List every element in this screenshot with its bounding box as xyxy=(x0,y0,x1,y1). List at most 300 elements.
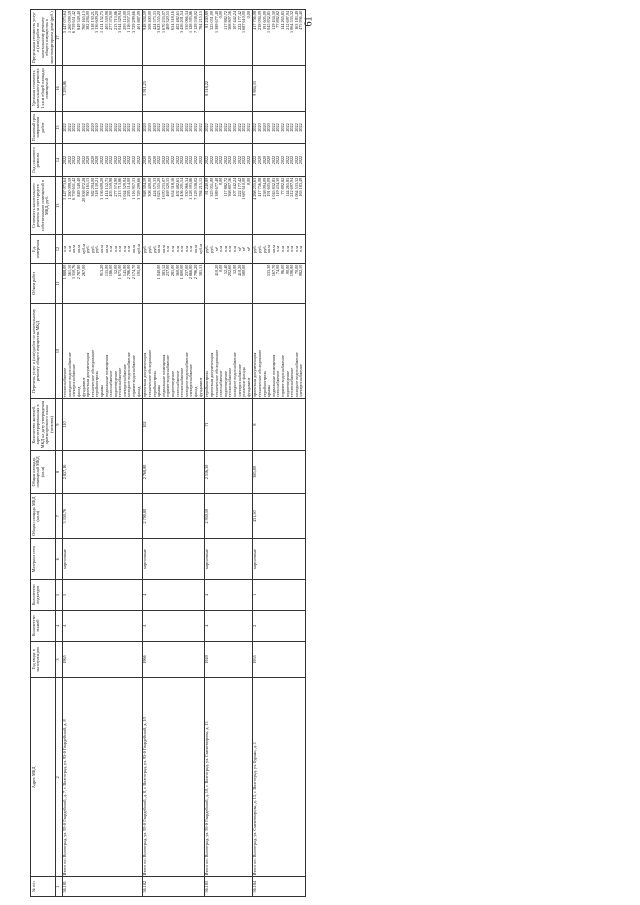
row-max-cost-item: 1 260 099,59 xyxy=(66,11,72,33)
row-material: кирпичные xyxy=(204,539,252,579)
row-volume-item: 2 787,80 xyxy=(75,264,81,280)
row-works-item: техническое обследование xyxy=(89,349,95,398)
row-max-cost-item: 238 094,09 xyxy=(257,11,263,30)
row-unit-item: куб.м xyxy=(80,244,86,254)
row-works-item: электроснабжение xyxy=(71,364,77,398)
row-works-item: теплоснабжение xyxy=(289,367,295,398)
row-cost-item: 295 114,00 xyxy=(126,177,132,197)
row-cost-item: 469 320,55 xyxy=(165,177,171,197)
column-number: 15 xyxy=(55,111,62,144)
column-number: 12 xyxy=(55,235,62,263)
row-max-cost-item: 3 623 555,20 xyxy=(156,11,162,33)
row-max-cost-item: 417 756,08 xyxy=(252,11,258,30)
row-unit-item: кв.м xyxy=(103,245,109,253)
row-cost-item: 402 482,65 xyxy=(174,177,180,197)
row-volume-item: 237,00 xyxy=(165,264,171,277)
row-completion-item: 2022 xyxy=(160,123,166,132)
row-plan-year-item: 2022 xyxy=(135,155,141,165)
row-completion-item: 2022 xyxy=(245,123,251,132)
row-plan-year-item: 2020 xyxy=(266,155,272,165)
row-cost xyxy=(252,176,305,235)
row-plan-year-item: 2020 xyxy=(261,155,267,165)
row-cost-item: 77 892,82 xyxy=(280,177,286,195)
column-number: 9 xyxy=(55,399,62,451)
row-plan-year-item: 2022 xyxy=(108,155,114,165)
row-plan-year-item: 2022 xyxy=(62,155,68,165)
row-completion-item: 2022 xyxy=(236,123,242,132)
row-max-cost-item: 1 670 233,07 xyxy=(160,11,166,33)
row-cost xyxy=(204,176,252,235)
row-works-item: горячее водоснабжение xyxy=(165,355,171,398)
row-cost-item: 760 165,13 xyxy=(85,177,91,197)
row-volume-item: 90,00 xyxy=(284,264,290,275)
row-plan-year-item: 2022 xyxy=(280,155,286,165)
row-plan-year-item: 2022 xyxy=(66,155,72,165)
column-number: 2 xyxy=(55,678,62,877)
row-unit-item: кв.м xyxy=(71,245,77,253)
row-volume-item: 2 796,20 xyxy=(192,264,198,280)
row-completion-item: 2022 xyxy=(62,123,68,132)
row-works-item: подвальные помещения xyxy=(160,354,166,398)
row-completion-item: 2022 xyxy=(135,123,141,132)
row-max-cost-item: 6 759 651,42 xyxy=(71,11,77,33)
row-volume-item: 2 174,70 xyxy=(131,264,137,280)
row-completion-item: 2022 xyxy=(222,123,228,132)
row-works-item: газоснабжение xyxy=(108,370,114,398)
row-unit-item: п.м xyxy=(62,246,68,252)
row-completion-item: 2022 xyxy=(197,123,203,132)
row-plan-year-item: 2022 xyxy=(208,155,214,165)
row-volume-item: 2 786,00 xyxy=(126,264,132,280)
row-works-item: водоотведение xyxy=(112,370,118,398)
column-number: 11 xyxy=(55,263,62,303)
row-completion-item: 2022 xyxy=(165,123,171,132)
row-works-item: газоснабжение xyxy=(174,370,180,398)
header-specific-cost: Удельная стоимость капитального ремонта 1 кв.м общей площади помещений xyxy=(31,66,56,112)
row-cost-item: 634 318,16 xyxy=(170,177,175,197)
column-number: 13 xyxy=(55,176,62,235)
row-completion-item: 2022 xyxy=(75,123,81,132)
row-volume-item: 52,00 xyxy=(231,264,237,275)
row-volume-item: 1 800,00 xyxy=(179,264,185,280)
row-cost-item: 330 066,34 xyxy=(183,177,189,197)
row-unit xyxy=(204,235,252,263)
row-works-item: газоснабжение xyxy=(218,370,224,398)
row-volume-item xyxy=(247,265,252,302)
row-works-item: холодное водоснабжение xyxy=(126,352,132,398)
row-max-cost-item: 1 128 593,86 xyxy=(188,11,194,33)
row-cost-item: 1 670 233,07 xyxy=(160,177,166,200)
row-cost-item: 325 051,00 xyxy=(208,177,214,197)
row-cost-item: 3 623 555,20 xyxy=(156,177,162,200)
row-volume-item: 281,00 xyxy=(170,264,175,277)
row-max-cost xyxy=(62,10,142,66)
row-works-item: холодное водоснабжение xyxy=(66,352,72,398)
row-material: кирпичные xyxy=(62,539,142,579)
table-body xyxy=(62,10,305,897)
row-volume-item: 913,20 xyxy=(98,264,104,277)
header-floors: Количество этажей xyxy=(31,610,56,641)
row-plan-year-item: 2022 xyxy=(245,155,251,165)
row-cost-item: 0,00 xyxy=(245,177,251,186)
row-residents: 71 xyxy=(204,399,252,451)
row-max-cost-item: 469 320,55 xyxy=(165,11,171,30)
row-cost-item: 382 294,00 xyxy=(89,177,95,197)
row-volume-item: 580,00 xyxy=(241,264,247,277)
row-max-cost-item: 1 045 832,85 xyxy=(266,11,272,33)
row-works-item: горячее водоснабжение xyxy=(280,355,286,398)
row-completion-item: 2020 xyxy=(142,123,148,132)
row-plan-year-item: 2022 xyxy=(252,155,258,165)
row-plan-year-item: 2022 xyxy=(98,155,104,165)
row-max-cost-item: 402 482,65 xyxy=(174,11,180,30)
row-cost-item: 1 116 957,53 xyxy=(131,177,137,200)
row-cost-item: 213 713,86 xyxy=(117,177,123,197)
row-max-cost-item: 634 318,16 xyxy=(170,11,175,30)
row-address: Итого по: Волгоград, ул. 95-й Гвардейской, д. 8, г. Волгоград, ул. 95-й Гвардейской, д. 10 xyxy=(142,678,204,877)
row-works-item: проектная документация xyxy=(208,352,214,398)
row-works-item: холодное водоснабжение xyxy=(183,352,189,398)
row-cost-item: 191 605,09 xyxy=(266,177,272,197)
row-works-item: электроснабжение xyxy=(188,364,194,398)
row-plan-year-item: 2020 xyxy=(85,155,91,165)
row-works-item: стройконтроль xyxy=(151,370,157,398)
row-unit-item: кв.м xyxy=(192,245,198,253)
row-unit-item: п.м xyxy=(222,246,228,252)
row-volume-item: 533,30 xyxy=(266,264,272,277)
row-volume-item: 1 040,00 xyxy=(156,264,162,280)
row-volume-item: 267,00 xyxy=(80,264,86,277)
row-unit-item: п.м xyxy=(289,246,295,252)
row-max-cost-item: 1 064 533,32 xyxy=(289,11,295,33)
row-works xyxy=(204,304,252,399)
row-max-cost-item: 424 573,33 xyxy=(151,11,157,30)
row-volume-item: 70,00 xyxy=(293,264,299,275)
row-cost-item: 1 064 533,32 xyxy=(293,177,299,200)
row-floors: 2 xyxy=(252,610,305,641)
row-volume-item: 196,00 xyxy=(289,264,295,277)
capital-repair-table xyxy=(30,9,306,897)
row-address: Итого по: Волгоград, ул. 95-й Гвардейской, д. 7, г. Волгоград, ул. 95-й Гвардейской, д. 8 xyxy=(62,678,142,877)
row-specific-cost: 7 293,86 xyxy=(62,66,142,112)
row-cost-item: 81 240,89 xyxy=(204,177,210,195)
row-completion-item: 2022 xyxy=(188,123,194,132)
column-number: 3 xyxy=(55,641,62,678)
row-cost-item: 144 265,85 xyxy=(284,177,290,197)
row-cost-item: 308 400,00 xyxy=(147,177,153,197)
row-number: 56.182 xyxy=(142,877,204,897)
row-cost-item: 948 304,59 xyxy=(142,177,148,197)
row-plan-year-item: 2022 xyxy=(227,155,233,165)
row-unit-item: руб. xyxy=(204,245,210,253)
row-residents: 102 xyxy=(142,399,204,451)
row-plan-year-item: 2022 xyxy=(236,155,242,165)
row-number: 56.181 xyxy=(62,877,142,897)
row-plan-year-item: 2022 xyxy=(179,155,185,165)
row-cost-item: 368 807,56 xyxy=(227,177,233,197)
row-cost-item: 3 044 529,94 xyxy=(121,177,127,200)
row-max-cost-item: 3 136 609,20 xyxy=(94,11,100,33)
row-entrances: 1 xyxy=(252,579,305,610)
row-cost-item: 3 456 201,54 xyxy=(179,177,185,200)
row-volume-item: 1 888,00 xyxy=(62,264,68,280)
row-works-item: теплоснабжение xyxy=(179,367,185,398)
row-cost-item: 1 389 677,40 xyxy=(213,177,219,200)
row-unit-item: кв.м xyxy=(75,245,81,253)
row-completion-item: 2022 xyxy=(298,123,304,132)
row-works-item: фасад xyxy=(75,386,81,398)
row-plan-year-item: 2022 xyxy=(75,155,81,165)
row-plan-year-item: 2022 xyxy=(183,155,189,165)
row-completion-item: 2022 xyxy=(103,123,109,132)
row-cost-item: 0,00 xyxy=(218,177,224,186)
row-completion-item: 2020 xyxy=(94,123,100,132)
row-material: кирпичные xyxy=(252,539,305,579)
row-unit-item: п.м xyxy=(121,246,127,252)
row-unit-item: руб. xyxy=(151,245,157,253)
row-unit-item: руб. xyxy=(252,245,258,253)
row-volume xyxy=(142,263,204,303)
row-volume-item: 561,50 xyxy=(66,264,72,277)
row-max-cost-item: 330 066,34 xyxy=(183,11,189,30)
row-number: 56.183 xyxy=(204,877,252,897)
row-works-item: стройконтроль xyxy=(94,370,100,398)
row-completion-item: 2022 xyxy=(170,123,175,132)
row-volume-item: 3 350,76 xyxy=(71,264,77,280)
row-completion-item: 2020 xyxy=(257,123,263,132)
row-unit-item: п.м xyxy=(174,246,180,252)
row-cost-item: 6 759 651,42 xyxy=(71,177,77,200)
row-max-cost-item: 849 349,40 xyxy=(75,11,81,30)
row-plan-year-item: 2022 xyxy=(188,155,194,165)
row-max-cost-item: 1 687 610,00 xyxy=(241,11,247,33)
header-completion: Плановый срок завершения работ xyxy=(31,111,56,144)
row-unit-item: м² xyxy=(241,247,247,251)
row-cost-item: 1 260 099,59 xyxy=(66,177,72,200)
row-unit-item: п.м xyxy=(165,246,171,252)
row-works-item: техническое обследование xyxy=(147,349,153,398)
row-max-cost-item: 784 215,15 xyxy=(197,11,203,30)
row-volume xyxy=(204,263,252,303)
row-completion-item: 2022 xyxy=(126,123,132,132)
row-cost-item: 1 414 152,75 xyxy=(103,177,109,200)
column-number: 17 xyxy=(55,10,62,66)
row-works-item: крыша xyxy=(98,385,104,398)
row-unit-item: руб. xyxy=(85,245,91,253)
row-cost-item: 212 697,94 xyxy=(289,177,295,197)
row-completion-item: 2022 xyxy=(252,123,258,132)
row-year: 1965 xyxy=(62,641,142,678)
header-plan-year: Год планового ремонта xyxy=(31,144,56,177)
row-address: Итого по: Волгоград, ул. 95-й Гвардейской, д. 10, г. Волгоград, ул. Смехотворова, д. 13 xyxy=(204,678,252,877)
row-plan-year-item: 2022 xyxy=(293,155,299,165)
row-completion-item: 2022 xyxy=(204,123,210,132)
row-max-cost-item: 3 456 201,54 xyxy=(179,11,185,33)
row-plan-year-item: 2022 xyxy=(80,155,86,165)
row-entrances: 4 xyxy=(142,579,204,610)
row-completion-item: 2022 xyxy=(112,123,118,132)
row-volume-item: 0,00 xyxy=(218,264,224,272)
row-completion xyxy=(204,111,252,144)
row-plan-year-item: 2022 xyxy=(121,155,127,165)
row-works-item: водоотведение xyxy=(284,370,290,398)
row-works-item: электроснабжение xyxy=(298,364,304,398)
row-max-cost-item: 1 389 677,40 xyxy=(213,11,219,33)
header-row xyxy=(31,10,56,897)
row-unit-item: п.м xyxy=(179,246,185,252)
row-unit-item: руб. xyxy=(208,245,214,253)
row-works-item: фундамент xyxy=(197,377,203,398)
row-completion-item: 2022 xyxy=(174,123,180,132)
row-completion-item: 2022 xyxy=(80,123,86,132)
row-max-cost-item: 213 713,86 xyxy=(112,11,118,30)
row-completion-item: 2020 xyxy=(151,123,157,132)
row-max-cost-item: 3 044 529,94 xyxy=(117,11,123,33)
row-completion-item: 2022 xyxy=(231,123,237,132)
row-unit-item: куб.м xyxy=(197,244,203,254)
row-max-cost-item: 295 114,00 xyxy=(121,11,127,30)
row-max-cost-item: 222 177,42 xyxy=(236,11,242,30)
row-works-item: крыша xyxy=(156,385,162,398)
row-volume xyxy=(252,263,305,303)
row-unit-item: п.м xyxy=(108,246,114,252)
row-area: 2 790,80 xyxy=(142,493,204,539)
row-max-cost-item: 382 294,00 xyxy=(85,11,91,30)
header-material: Материал стен xyxy=(31,539,56,579)
row-works-item: стройконтроль xyxy=(204,370,210,398)
row-max-cost-item: 212 697,94 xyxy=(284,11,290,30)
row-max-cost-item: 405 559,98 xyxy=(103,11,109,30)
row-unit-item: п.м xyxy=(66,246,72,252)
row-unit-item: п.м xyxy=(117,246,123,252)
row-plan-year-item: 2022 xyxy=(160,155,166,165)
row-max-cost-item: 144 265,85 xyxy=(280,11,286,30)
row-material: кирпичные xyxy=(142,539,204,579)
row-max-cost-item: 368 807,56 xyxy=(227,11,233,30)
row-plan-year-item: 2022 xyxy=(126,155,132,165)
row-volume-item: 381,53 xyxy=(197,264,203,277)
row-plan-year-item: 2022 xyxy=(170,155,175,165)
row-cost-item: 5 447 073,64 xyxy=(62,177,68,200)
column-number: 10 xyxy=(55,304,62,399)
row-plan-year-item: 2020 xyxy=(151,155,157,165)
row-unit-item: п.м xyxy=(284,246,290,252)
row-volume-item: 135,00 xyxy=(103,264,109,277)
row-volume-item: 186,00 xyxy=(108,264,114,277)
header-area: Общая площадь МКД (кв.м) xyxy=(31,493,56,539)
row-completion xyxy=(252,111,305,144)
row-completion-item: 2022 xyxy=(156,123,162,132)
row-works xyxy=(252,304,305,399)
header-max-cost: Предельная стоимость услуг и (или) работ по капитальному ремонту общего имущества в многоквартирном доме (руб.) xyxy=(30,11,54,64)
row-unit xyxy=(62,235,142,263)
row-max-cost-item: 0,00 xyxy=(218,11,224,19)
row-plan-year-item: 2022 xyxy=(204,155,210,165)
row-plan-year-item: 2022 xyxy=(231,155,237,165)
row-works xyxy=(142,304,204,399)
row-works-item: фасад xyxy=(192,386,198,398)
row-living-area: 2 768,80 xyxy=(142,450,204,493)
row-address: Итого по: Волгоград, ул. Смехотворова, д. 13, г. Волгоград, ул. Бурьян, д. 1 xyxy=(252,678,305,877)
row-plan-year-item: 2022 xyxy=(241,155,247,165)
row-completion-item: 2022 xyxy=(71,123,77,132)
row-volume-item: 410,20 xyxy=(213,264,219,277)
row-completion-item: 2022 xyxy=(275,123,281,132)
row-max-cost-item: 107 442,24 xyxy=(231,11,237,30)
row-plan-year-item: 2022 xyxy=(222,155,228,165)
row-plan-year-item: 2020 xyxy=(147,155,153,165)
row-completion-item: 2022 xyxy=(192,123,198,132)
row-cost-item: 849 349,40 xyxy=(75,177,81,197)
row-cost-item: 163 183,49 xyxy=(298,177,304,197)
row-cost xyxy=(142,176,204,235)
row-unit-item: п.м xyxy=(231,246,237,252)
row-completion xyxy=(62,111,142,144)
row-unit-item: м³ xyxy=(245,247,251,251)
row-volume-item: 195,00 xyxy=(135,264,141,277)
row-cost-item: 405 559,98 xyxy=(108,177,114,197)
row-unit-item: руб. xyxy=(89,245,95,253)
row-max-cost xyxy=(252,10,305,66)
row-cost-item: 7 129 538,02 xyxy=(192,177,198,200)
row-specific-cost: 8 518,22 xyxy=(204,66,252,112)
header-year: Год ввода в эксплуатацию xyxy=(31,641,56,678)
column-number: 16 xyxy=(55,66,62,112)
header-entrances: Количество подъездов xyxy=(31,579,56,610)
row-unit-item: п.м xyxy=(188,246,194,252)
row-plan-year-item: 2022 xyxy=(298,155,304,165)
row-unit xyxy=(142,235,204,263)
header-address: Адрес МКД xyxy=(31,678,56,877)
row-max-cost-item: 1 414 152,75 xyxy=(98,11,104,33)
row-works-item: техническое обследование xyxy=(213,349,219,398)
row-volume-item: 96,00 xyxy=(280,264,286,275)
row-cost-item: 238 094,09 xyxy=(261,177,267,197)
row-max-cost xyxy=(204,10,252,66)
row-residents: 110 xyxy=(62,399,142,451)
row-residents: 8 xyxy=(252,399,305,451)
row-unit-item: кв.м xyxy=(270,245,276,253)
header-residents: Количество жителей, зарегистрированных в МКД на дату утверждения краткосрочного плана (человек) xyxy=(31,399,56,451)
row-unit-item: м² xyxy=(236,247,242,251)
row-unit-item: руб. xyxy=(94,245,100,253)
column-number: 8 xyxy=(55,450,62,493)
row-entrances: 4 xyxy=(204,579,252,610)
row-cost-item: 117 882,72 xyxy=(222,177,228,197)
page-number: 61 xyxy=(303,16,315,27)
row-max-cost xyxy=(142,10,204,66)
header-living-area: Общая площадь помещений МКД (кв.м) xyxy=(31,450,56,493)
row-number: 56.184 xyxy=(252,877,305,897)
row-cost-item: 4 268 255,63 xyxy=(252,177,258,200)
row-cost-item: 784 215,15 xyxy=(197,177,203,197)
row-works-item: подвальные помещения xyxy=(103,354,109,398)
row-completion-item: 2020 xyxy=(85,123,91,132)
row-works-item: крыша xyxy=(266,385,272,398)
row-living-area: 385,80 xyxy=(252,450,305,493)
row-unit-item: п.м xyxy=(280,246,286,252)
row-plan-year xyxy=(252,144,305,177)
row-works-item: фасад xyxy=(135,386,141,398)
row-cost-item: 417 756,08 xyxy=(257,177,263,197)
row-plan-year-item: 2022 xyxy=(112,155,118,165)
row-area: 2 950,50 xyxy=(204,493,252,539)
row-works-item: холодное водоснабжение xyxy=(231,352,237,398)
row-plan-year-item: 2022 xyxy=(131,155,137,165)
row-volume-item: 237,00 xyxy=(183,264,189,277)
row-cost-item: 222 177,42 xyxy=(236,177,242,197)
row-cost-item: 1 128 593,86 xyxy=(188,177,194,200)
